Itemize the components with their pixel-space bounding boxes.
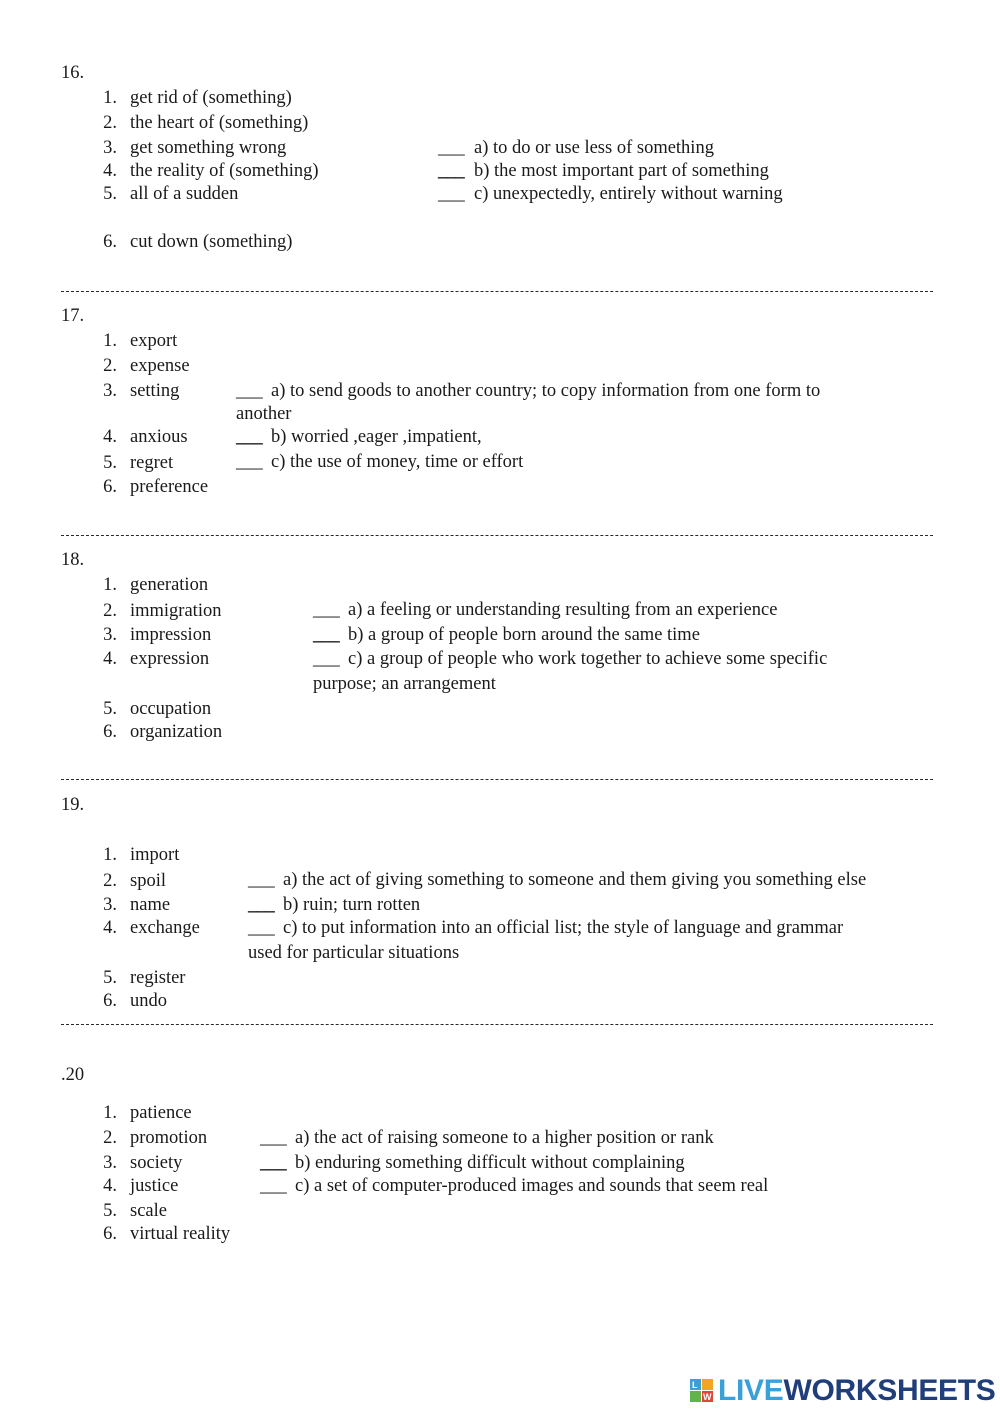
question-number: 17. (61, 306, 85, 326)
term: virtual reality (130, 1224, 231, 1244)
term: undo (130, 991, 167, 1011)
question-number: .20 (61, 1065, 85, 1085)
definition-option: b) worried ,eager ,impatient, (271, 427, 482, 447)
definition-option: a) to send goods to another country; to copy information from one form to (271, 381, 821, 401)
list-marker: 1. (103, 1103, 117, 1123)
list-marker: 1. (103, 845, 117, 865)
answer-blank[interactable]: ___ (248, 870, 275, 890)
list-marker: 5. (103, 968, 117, 988)
dashed-divider (61, 1024, 933, 1025)
list-marker: 6. (103, 477, 117, 497)
list-marker: 2. (103, 871, 117, 891)
definition-option: b) enduring something difficult without complaining (295, 1153, 685, 1173)
logo-text-live: LIVE (718, 1374, 784, 1407)
term: preference (130, 477, 209, 497)
definition-option: c) a group of people who work together to achieve some specific (348, 649, 828, 669)
answer-blank[interactable]: ___ (438, 161, 465, 181)
logo-square-orange (702, 1379, 713, 1390)
list-marker: 5. (103, 1201, 117, 1221)
question-number: 16. (61, 63, 85, 83)
list-marker: 3. (103, 895, 117, 915)
term: name (130, 895, 171, 915)
answer-blank[interactable]: ___ (236, 427, 263, 447)
term: import (130, 845, 180, 865)
list-marker: 2. (103, 601, 117, 621)
question-number: 18. (61, 550, 85, 570)
list-marker: 5. (103, 699, 117, 719)
answer-blank[interactable]: ___ (260, 1153, 287, 1173)
list-marker: 5. (103, 453, 117, 473)
liveworksheets-logo-icon (690, 1375, 716, 1409)
list-marker: 6. (103, 232, 117, 252)
answer-blank[interactable]: ___ (248, 895, 275, 915)
list-marker: 1. (103, 331, 117, 351)
term: cut down (something) (130, 232, 293, 252)
list-marker: 6. (103, 1224, 117, 1244)
list-marker: 6. (103, 722, 117, 742)
term: organization (130, 722, 223, 742)
answer-blank[interactable]: ___ (248, 918, 275, 938)
list-marker: 1. (103, 88, 117, 108)
definition-option: c) unexpectedly, entirely without warning (474, 184, 783, 204)
list-marker: 4. (103, 649, 117, 669)
logo-text-worksheets: WORKSHEETS (783, 1374, 996, 1407)
term: scale (130, 1201, 167, 1221)
term: expense (130, 356, 190, 376)
liveworksheets-logo[interactable] (718, 1373, 996, 1409)
term: setting (130, 381, 180, 401)
definition-option: a) the act of giving something to someone and them giving you something else (283, 870, 867, 890)
term: patience (130, 1103, 192, 1123)
list-marker: 2. (103, 113, 117, 133)
term: all of a sudden (130, 184, 239, 204)
list-marker: 4. (103, 918, 117, 938)
definition-option: a) a feeling or understanding resulting from an experience (348, 600, 778, 620)
list-marker: 4. (103, 1176, 117, 1196)
answer-blank[interactable]: ___ (260, 1176, 287, 1196)
term: generation (130, 575, 209, 595)
list-marker: 4. (103, 161, 117, 181)
list-marker: 2. (103, 1128, 117, 1148)
definition-option: b) ruin; turn rotten (283, 895, 421, 915)
term: spoil (130, 871, 166, 891)
logo-square-green (690, 1391, 701, 1402)
term: anxious (130, 427, 188, 447)
definition-option: b) the most important part of something (474, 161, 769, 181)
term: justice (130, 1176, 179, 1196)
question-number: 19. (61, 795, 85, 815)
answer-blank[interactable]: ___ (236, 381, 263, 401)
list-marker: 6. (103, 991, 117, 1011)
term: expression (130, 649, 210, 669)
term: get something wrong (130, 138, 287, 158)
term: the heart of (something) (130, 113, 309, 133)
definition-option: a) the act of raising someone to a higher position or rank (295, 1128, 714, 1148)
list-marker: 2. (103, 356, 117, 376)
term: society (130, 1153, 183, 1173)
definition-continuation: another (236, 404, 292, 424)
term: register (130, 968, 186, 988)
list-marker: 3. (103, 381, 117, 401)
list-marker: 4. (103, 427, 117, 447)
dashed-divider (61, 291, 933, 292)
term: immigration (130, 601, 222, 621)
definition-option: c) a set of computer-produced images and sounds that seem real (295, 1176, 769, 1196)
term: get rid of (something) (130, 88, 292, 108)
term: exchange (130, 918, 200, 938)
definition-continuation: used for particular situations (248, 943, 460, 963)
term: the reality of (something) (130, 161, 319, 181)
answer-blank[interactable]: ___ (438, 184, 465, 204)
term: impression (130, 625, 212, 645)
definition-option: c) to put information into an official list; the style of language and grammar (283, 918, 844, 938)
dashed-divider (61, 779, 933, 780)
answer-blank[interactable]: ___ (313, 600, 340, 620)
list-marker: 3. (103, 625, 117, 645)
term: export (130, 331, 178, 351)
definition-option: a) to do or use less of something (474, 138, 714, 158)
list-marker: 1. (103, 575, 117, 595)
answer-blank[interactable]: ___ (313, 649, 340, 669)
dashed-divider (61, 535, 933, 536)
answer-blank[interactable]: ___ (260, 1128, 287, 1148)
definition-option: c) the use of money, time or effort (271, 452, 524, 472)
definition-option: b) a group of people born around the same time (348, 625, 700, 645)
term: regret (130, 453, 174, 473)
answer-blank[interactable]: ___ (438, 138, 465, 158)
list-marker: 3. (103, 138, 117, 158)
definition-continuation: purpose; an arrangement (313, 674, 496, 694)
list-marker: 5. (103, 184, 117, 204)
logo-letter: L (692, 1380, 698, 1390)
term: promotion (130, 1128, 208, 1148)
term: occupation (130, 699, 212, 719)
list-marker: 3. (103, 1153, 117, 1173)
answer-blank[interactable]: ___ (236, 452, 263, 472)
logo-letter: W (703, 1392, 712, 1402)
answer-blank[interactable]: ___ (313, 625, 340, 645)
